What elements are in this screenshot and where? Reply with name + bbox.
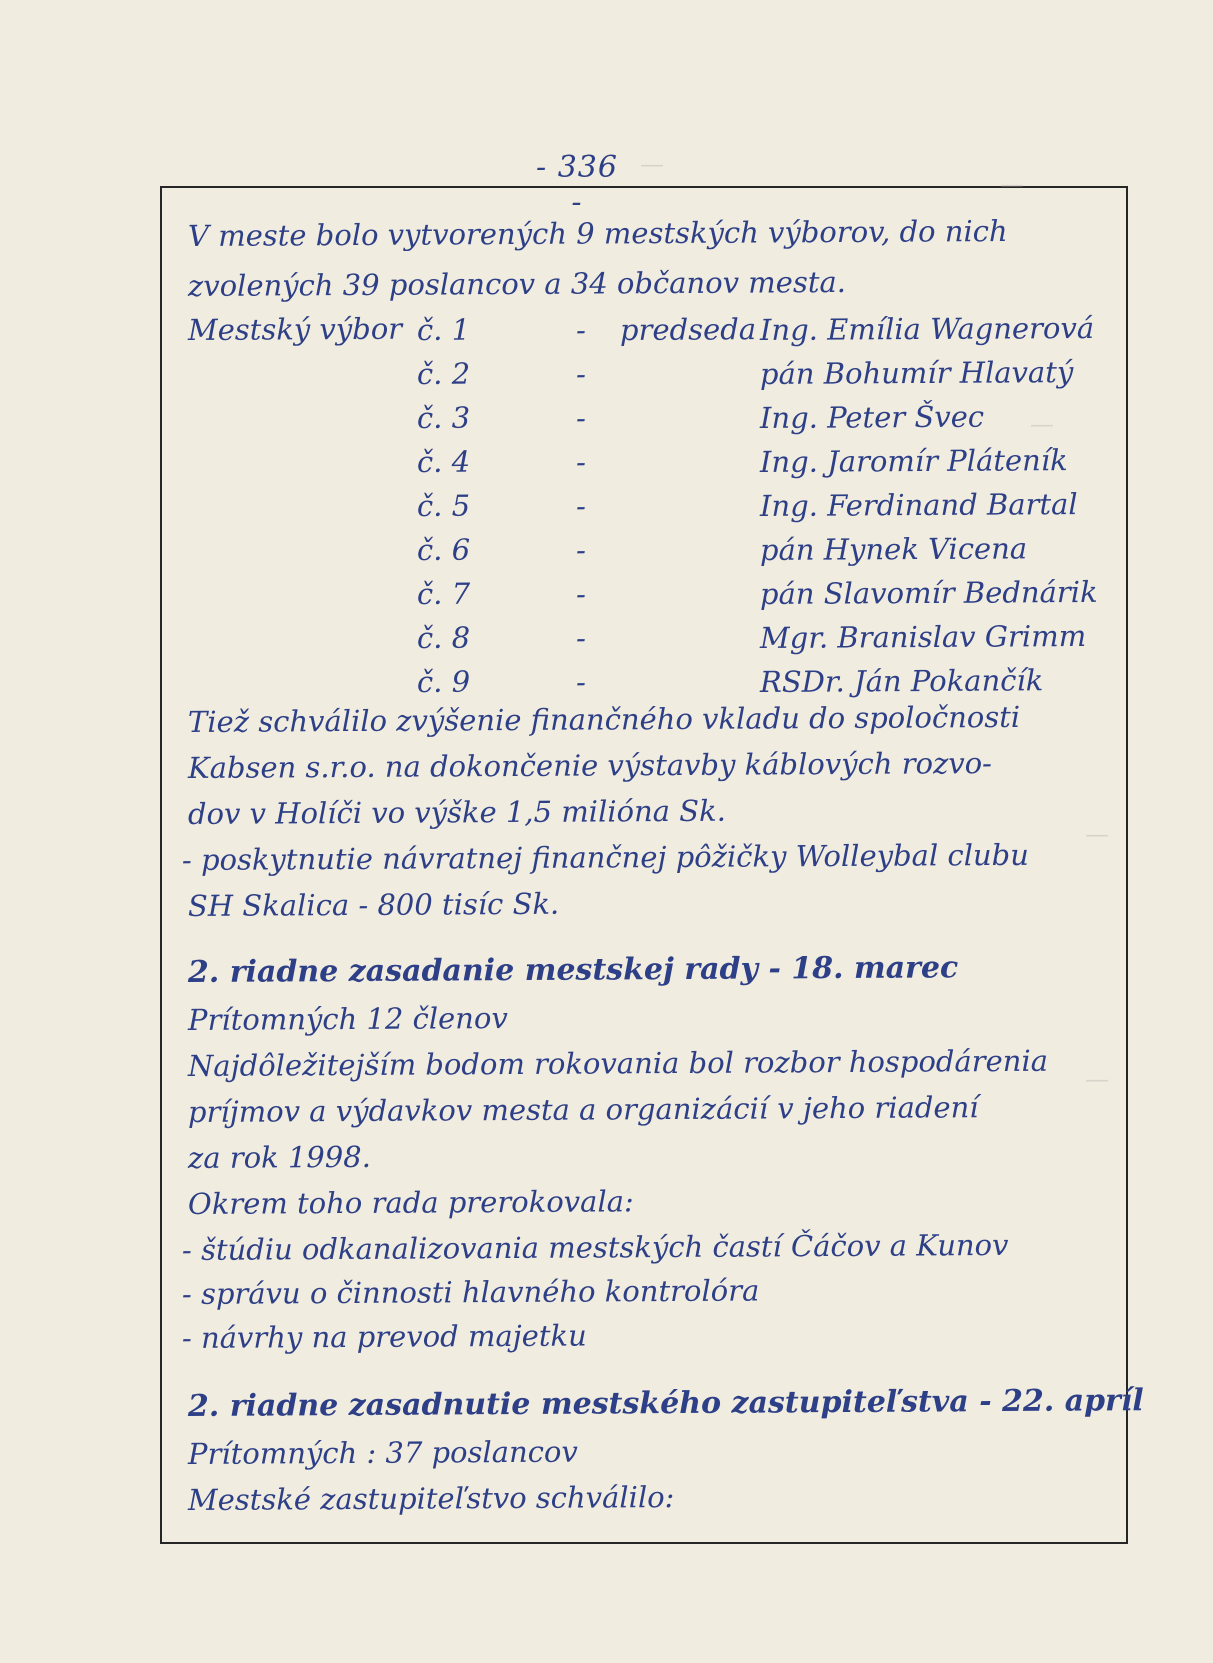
committee-dash: -	[575, 400, 587, 435]
committee-member-name: Ing. Emília Wagnerová	[759, 310, 1095, 347]
assembly-attendance: Prítomných : 37 poslancov	[187, 1434, 578, 1471]
council-list-item: - štúdiu odkanalizovania mestských častí Čáčov a Kunov	[181, 1227, 1009, 1267]
bleed-through-mark: —	[1030, 410, 1054, 438]
committee-number: č. 5	[416, 488, 471, 523]
council-list-item: - návrhy na prevod majetku	[181, 1318, 587, 1355]
committee-number: č. 6	[416, 532, 471, 567]
committee-dash: -	[575, 488, 587, 523]
committee-member-name: pán Slavomír Bednárik	[759, 574, 1098, 611]
council-text: príjmov a výdavkov mesta a organizácií v jeho riadení	[187, 1090, 979, 1129]
page-number: - 336 -	[536, 150, 618, 220]
intro-line: zvolených 39 poslancov a 34 občanov mesta.	[187, 264, 847, 303]
committee-dash: -	[575, 356, 587, 391]
committee-member-name: Mgr. Branislav Grimm	[759, 619, 1087, 655]
committee-dash: -	[575, 444, 587, 479]
approval-text: SH Skalica - 800 tisíc Sk.	[187, 886, 560, 923]
approval-text: Tiež schválilo zvýšenie finančného vkladu do spoločnosti	[187, 699, 1021, 739]
council-meeting-heading: 2. riadne zasadanie mestskej rady - 18. marec	[187, 950, 959, 990]
committee-member-name: Ing. Peter Švec	[759, 399, 985, 435]
committee-dash: -	[575, 312, 587, 347]
committee-number: č. 1	[416, 312, 471, 347]
committee-dash: -	[575, 620, 587, 655]
council-list-item: - správu o činnosti hlavného kontrolóra	[181, 1273, 760, 1311]
committee-role: predseda	[619, 312, 757, 347]
bleed-through-mark: —	[640, 150, 664, 178]
committee-number: č. 4	[416, 444, 471, 479]
committee-dash: -	[575, 532, 587, 567]
bleed-through-mark: —	[1085, 820, 1109, 848]
bleed-through-mark: —	[1000, 170, 1024, 198]
committee-number: č. 9	[416, 664, 471, 699]
approval-text: - poskytnutie návratnej finančnej pôžičky Wolleybal clubu	[181, 837, 1029, 877]
committee-member-name: pán Hynek Vicena	[759, 531, 1028, 567]
bleed-through-mark: —	[1085, 1065, 1109, 1093]
committee-member-name: RSDr. Ján Pokančík	[759, 663, 1044, 699]
committee-number: č. 3	[416, 400, 471, 435]
council-text: Najdôležitejším bodom rokovania bol rozbor hospodárenia	[187, 1043, 1049, 1083]
committee-number: č. 7	[416, 576, 471, 611]
approval-text: dov v Holíči vo výške 1,5 milióna Sk.	[187, 793, 726, 831]
approval-text: Kabsen s.r.o. na dokončenie výstavby káblových rozvo-	[187, 746, 993, 785]
assembly-approved: Mestské zastupiteľstvo schválilo:	[187, 1480, 675, 1517]
committee-header: Mestský výbor	[187, 311, 403, 347]
committee-dash: -	[575, 576, 587, 611]
committee-number: č. 8	[416, 620, 471, 655]
committee-member-name: Ing. Ferdinand Bartal	[759, 487, 1078, 523]
committee-member-name: Ing. Jaromír Pláteník	[759, 443, 1068, 479]
council-text: za rok 1998.	[187, 1139, 372, 1175]
intro-line: V meste bolo vytvorených 9 mestských výborov, do nich	[187, 213, 1008, 253]
assembly-meeting-heading: 2. riadne zasadnutie mestského zastupiteľstva - 22. apríl	[187, 1383, 1144, 1424]
council-text: Okrem toho rada prerokovala:	[187, 1184, 634, 1221]
council-attendance: Prítomných 12 členov	[187, 1001, 508, 1037]
committee-member-name: pán Bohumír Hlavatý	[759, 355, 1074, 391]
committee-number: č. 2	[416, 356, 471, 391]
committee-dash: -	[575, 664, 587, 699]
